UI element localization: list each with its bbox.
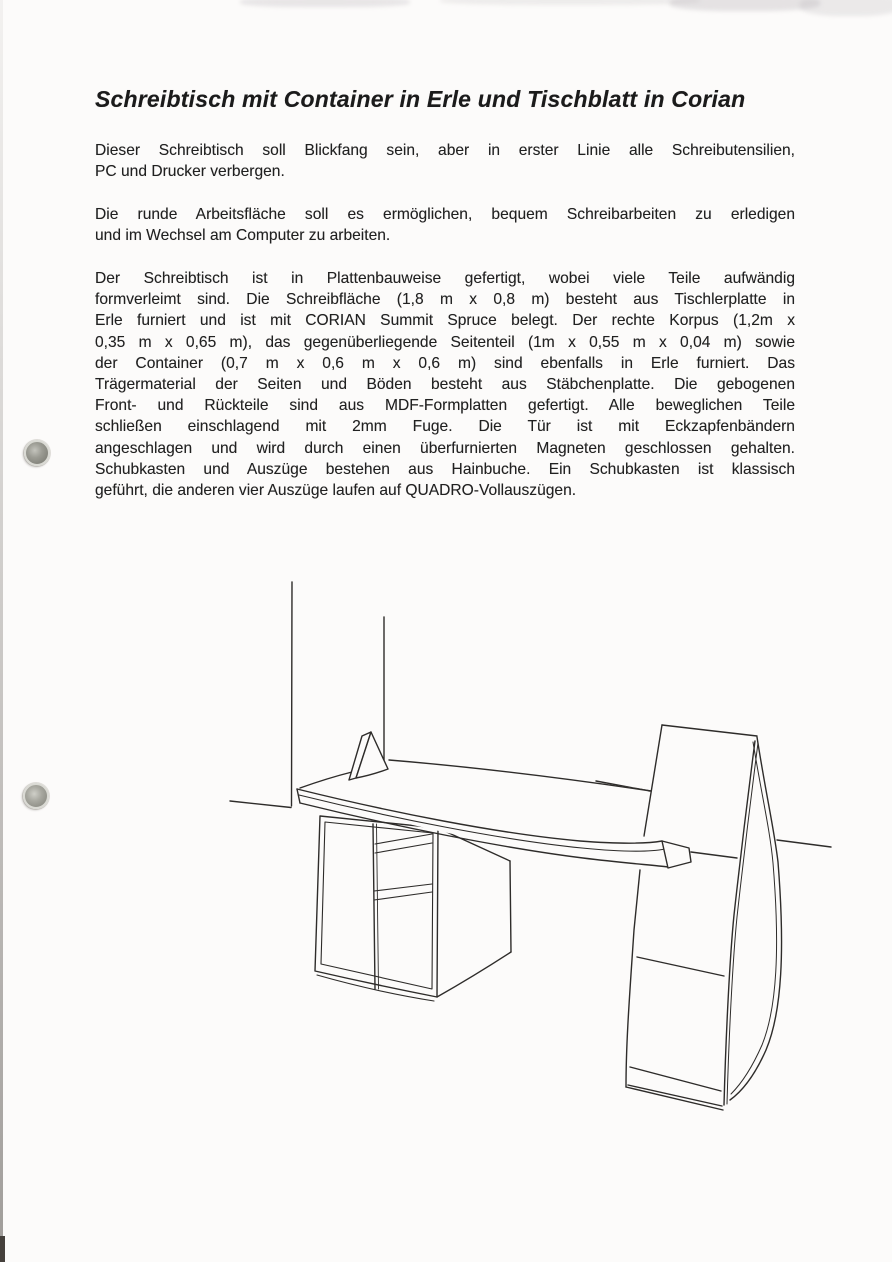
text-line: schließen einschlagend mit 2mm Fuge. Die Tür ist mit Eckzapfenbändern <box>95 418 795 436</box>
desktop <box>297 759 737 868</box>
paragraph-worktop <box>95 204 795 246</box>
container <box>315 816 511 1001</box>
text-line: Front- und Rückteile sind aus MDF-Formplatten gefertigt. Alle beweglichen Teile <box>95 397 795 415</box>
text-line: und im Wechsel am Computer zu arbeiten. <box>95 227 391 245</box>
desktop-fin <box>349 732 388 780</box>
text-line: PC und Drucker verbergen. <box>95 163 285 181</box>
text-line: angeschlagen und wird durch einen überfurnierten Magneten geschlossen gehalten. <box>95 439 795 457</box>
scan-smudge <box>240 0 410 7</box>
text-line: Trägermaterial der Seiten und Böden besteht aus Stäbchenplatte. Die gebogenen <box>95 376 795 394</box>
wall-lines <box>230 582 831 847</box>
paragraph-construction <box>95 268 795 501</box>
scan-smudge <box>440 0 700 5</box>
scan-smudge <box>800 0 892 16</box>
scan-mark-bottom-left <box>0 1236 5 1262</box>
text-line: geführt, die anderen vier Auszüge laufen auf QUADRO-Vollauszügen. <box>95 482 577 500</box>
scan-edge-left <box>0 0 3 1262</box>
page-title: Schreibtisch mit Container in Erle und Tischblatt in Corian <box>95 86 746 112</box>
text-line: Dieser Schreibtisch soll Blickfang sein, aber in erster Linie alle Schreibutensilien, <box>95 142 795 159</box>
text-line: 0,35 m x 0,65 m), das gegenüberliegende Seitenteil (1m x 0,55 m x 0,04 m) sowie <box>95 333 795 351</box>
side-panel <box>626 725 782 1110</box>
text-line: Die runde Arbeitsfläche soll es ermöglichen, bequem Schreibarbeiten zu erledigen <box>95 206 795 223</box>
paragraph-intro <box>95 140 795 182</box>
scan-smudge <box>670 0 820 11</box>
binder-hole-top <box>24 440 50 466</box>
text-line: Der Schreibtisch ist in Plattenbauweise gefertigt, wobei viele Teile aufwändig <box>95 270 795 287</box>
scan-speck <box>501 900 504 903</box>
binder-hole-bottom <box>23 783 49 809</box>
text-line: formverleimt sind. Die Schreibfläche (1,8 m x 0,8 m) besteht aus Tischlerplatte in <box>95 291 795 309</box>
text-line: Erle furniert und ist mit CORIAN Summit Spruce belegt. Der rechte Korpus (1,2m x <box>95 312 795 330</box>
text-line: der Container (0,7 m x 0,6 m x 0,6 m) sind ebenfalls in Erle furniert. Das <box>95 354 795 372</box>
text-line: Schubkasten und Auszüge bestehen aus Hainbuche. Ein Schubkasten ist klassisch <box>95 460 795 478</box>
